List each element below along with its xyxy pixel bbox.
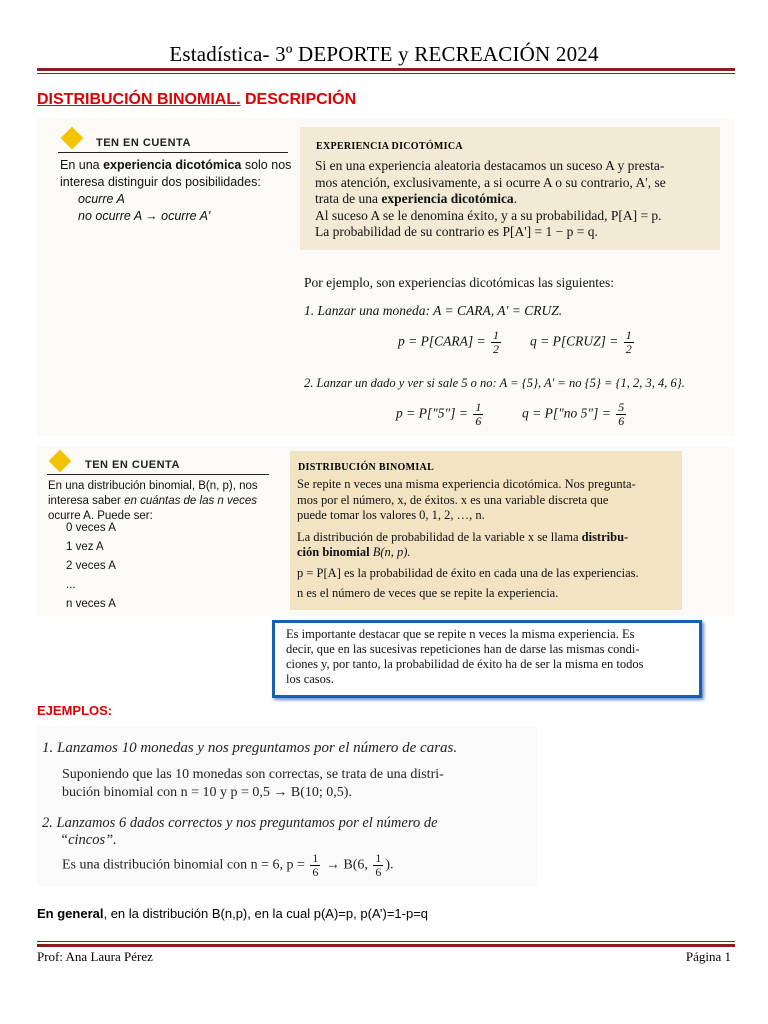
section-title-underlined: DISTRIBUCIÓN BINOMIAL.: [37, 91, 241, 108]
tip2-list: 0 veces A 1 vez A 2 veces A ... n veces A: [66, 522, 116, 610]
ex1-q: q = P[CRUZ] = $\frac{1}{2}$: [530, 328, 632, 356]
example1-title: 1. Lanzamos 10 monedas y nos preguntamos por el número de caras.: [42, 740, 458, 756]
ejemplos-label: EJEMPLOS:: [37, 703, 113, 718]
binomial-heading: DISTRIBUCIÓN BINOMIAL: [298, 462, 435, 473]
example2-title: 2. Lanzamos 6 dados correctos y nos preguntamos por el número de “cincos”.: [42, 815, 438, 848]
tip-divider: [58, 152, 288, 153]
ex1-label: 1. Lanzar una moneda: A = CARA, A' = CRUZ.: [304, 303, 563, 318]
section-title-rest: DESCRIPCIÓN: [240, 91, 357, 108]
dicot-text: Si en una experiencia aleatoria destacamos un suceso A y presta- mos atención, exclusivamente, a si ocurre A o su contrario, A', se trata de una experiencia dicotómica. Al suceso A se le denomina éxito, y a su probabilidad, P[A] = p. La probabilidad de su contrario es P[A'] = 1 − p = q.: [315, 158, 666, 239]
header-rule: [37, 68, 735, 71]
example2-text: Es una distribución binomial con n = 6, p = $\frac{1}{6}$ → B(6, $\frac{1}{6}$ ).: [62, 851, 394, 879]
tip-heading: TEN EN CUENTA: [96, 137, 191, 149]
general-statement: En general, en la distribución B(n,p), en la cual p(A)=p, p(A’)=1-p=q: [37, 906, 429, 921]
footer-rule: [37, 944, 735, 947]
page-header-title: Estadística- 3º DEPORTE y RECREACIÓN 2024: [169, 42, 599, 66]
section-title: [37, 91, 356, 109]
examples-intro: Por ejemplo, son experiencias dicotómicas las siguientes:: [304, 275, 615, 290]
note-text: Es importante destacar que se repite n veces la misma experiencia. Es decir, que en las sucesivas repeticiones han de darse las mismas condi- ciones y, por tanto, la probabilidad de éxito ha de ser la misma en todos los casos.: [286, 627, 644, 686]
footer-rule-thin: [37, 941, 735, 942]
tip1-text: En una experiencia dicotómica solo nos interesa distinguir dos posibilidades: ocurre A no ocurre A → ocurre A': [60, 158, 292, 223]
header-rule-thin: [37, 73, 735, 74]
binomial-text: Se repite n veces una misma experiencia dicotómica. Nos pregunta- mos por el número, x, de éxitos. x es una variable discreta que puede tomar los valores 0, 1, 2, …, n. La distribución de probabilidad de la variable x se llama distribu- ción binomial B(n, p). p = P[A] es la probabilidad de éxito en cada una de las experiencias. n es el número de veces que se repite la experiencia.: [297, 477, 639, 600]
ex2-label: 2. Lanzar un dado y ver si sale 5 o no: A = {5}, A' = no {5} = {1, 2, 3, 4, 6}.: [304, 376, 685, 390]
tip2-text: En una distribución binomial, B(n, p), nos interesa saber en cuántas de las n veces ocurre A. Puede ser:: [48, 480, 258, 522]
ex2-p: p = P["5"] = $\frac{1}{6}$: [396, 400, 482, 428]
example1-text: Suponiendo que las 10 monedas son correctas, se trata de una distri- bución binomial con n = 10 y p = 0,5 → B(10; 0,5).: [62, 767, 444, 800]
footer-author: Prof: Ana Laura Pérez: [37, 949, 153, 964]
ex1-p: p = P[CARA] = $\frac{1}{2}$: [398, 328, 499, 356]
footer-page-number: Página 1: [685, 949, 731, 964]
tip2-divider: [47, 474, 269, 475]
dicot-heading: EXPERIENCIA DICOTÓMICA: [316, 141, 463, 152]
ex2-q: q = P["no 5"] = $\frac{5}{6}$: [522, 400, 625, 428]
tip2-heading: TEN EN CUENTA: [85, 459, 180, 471]
